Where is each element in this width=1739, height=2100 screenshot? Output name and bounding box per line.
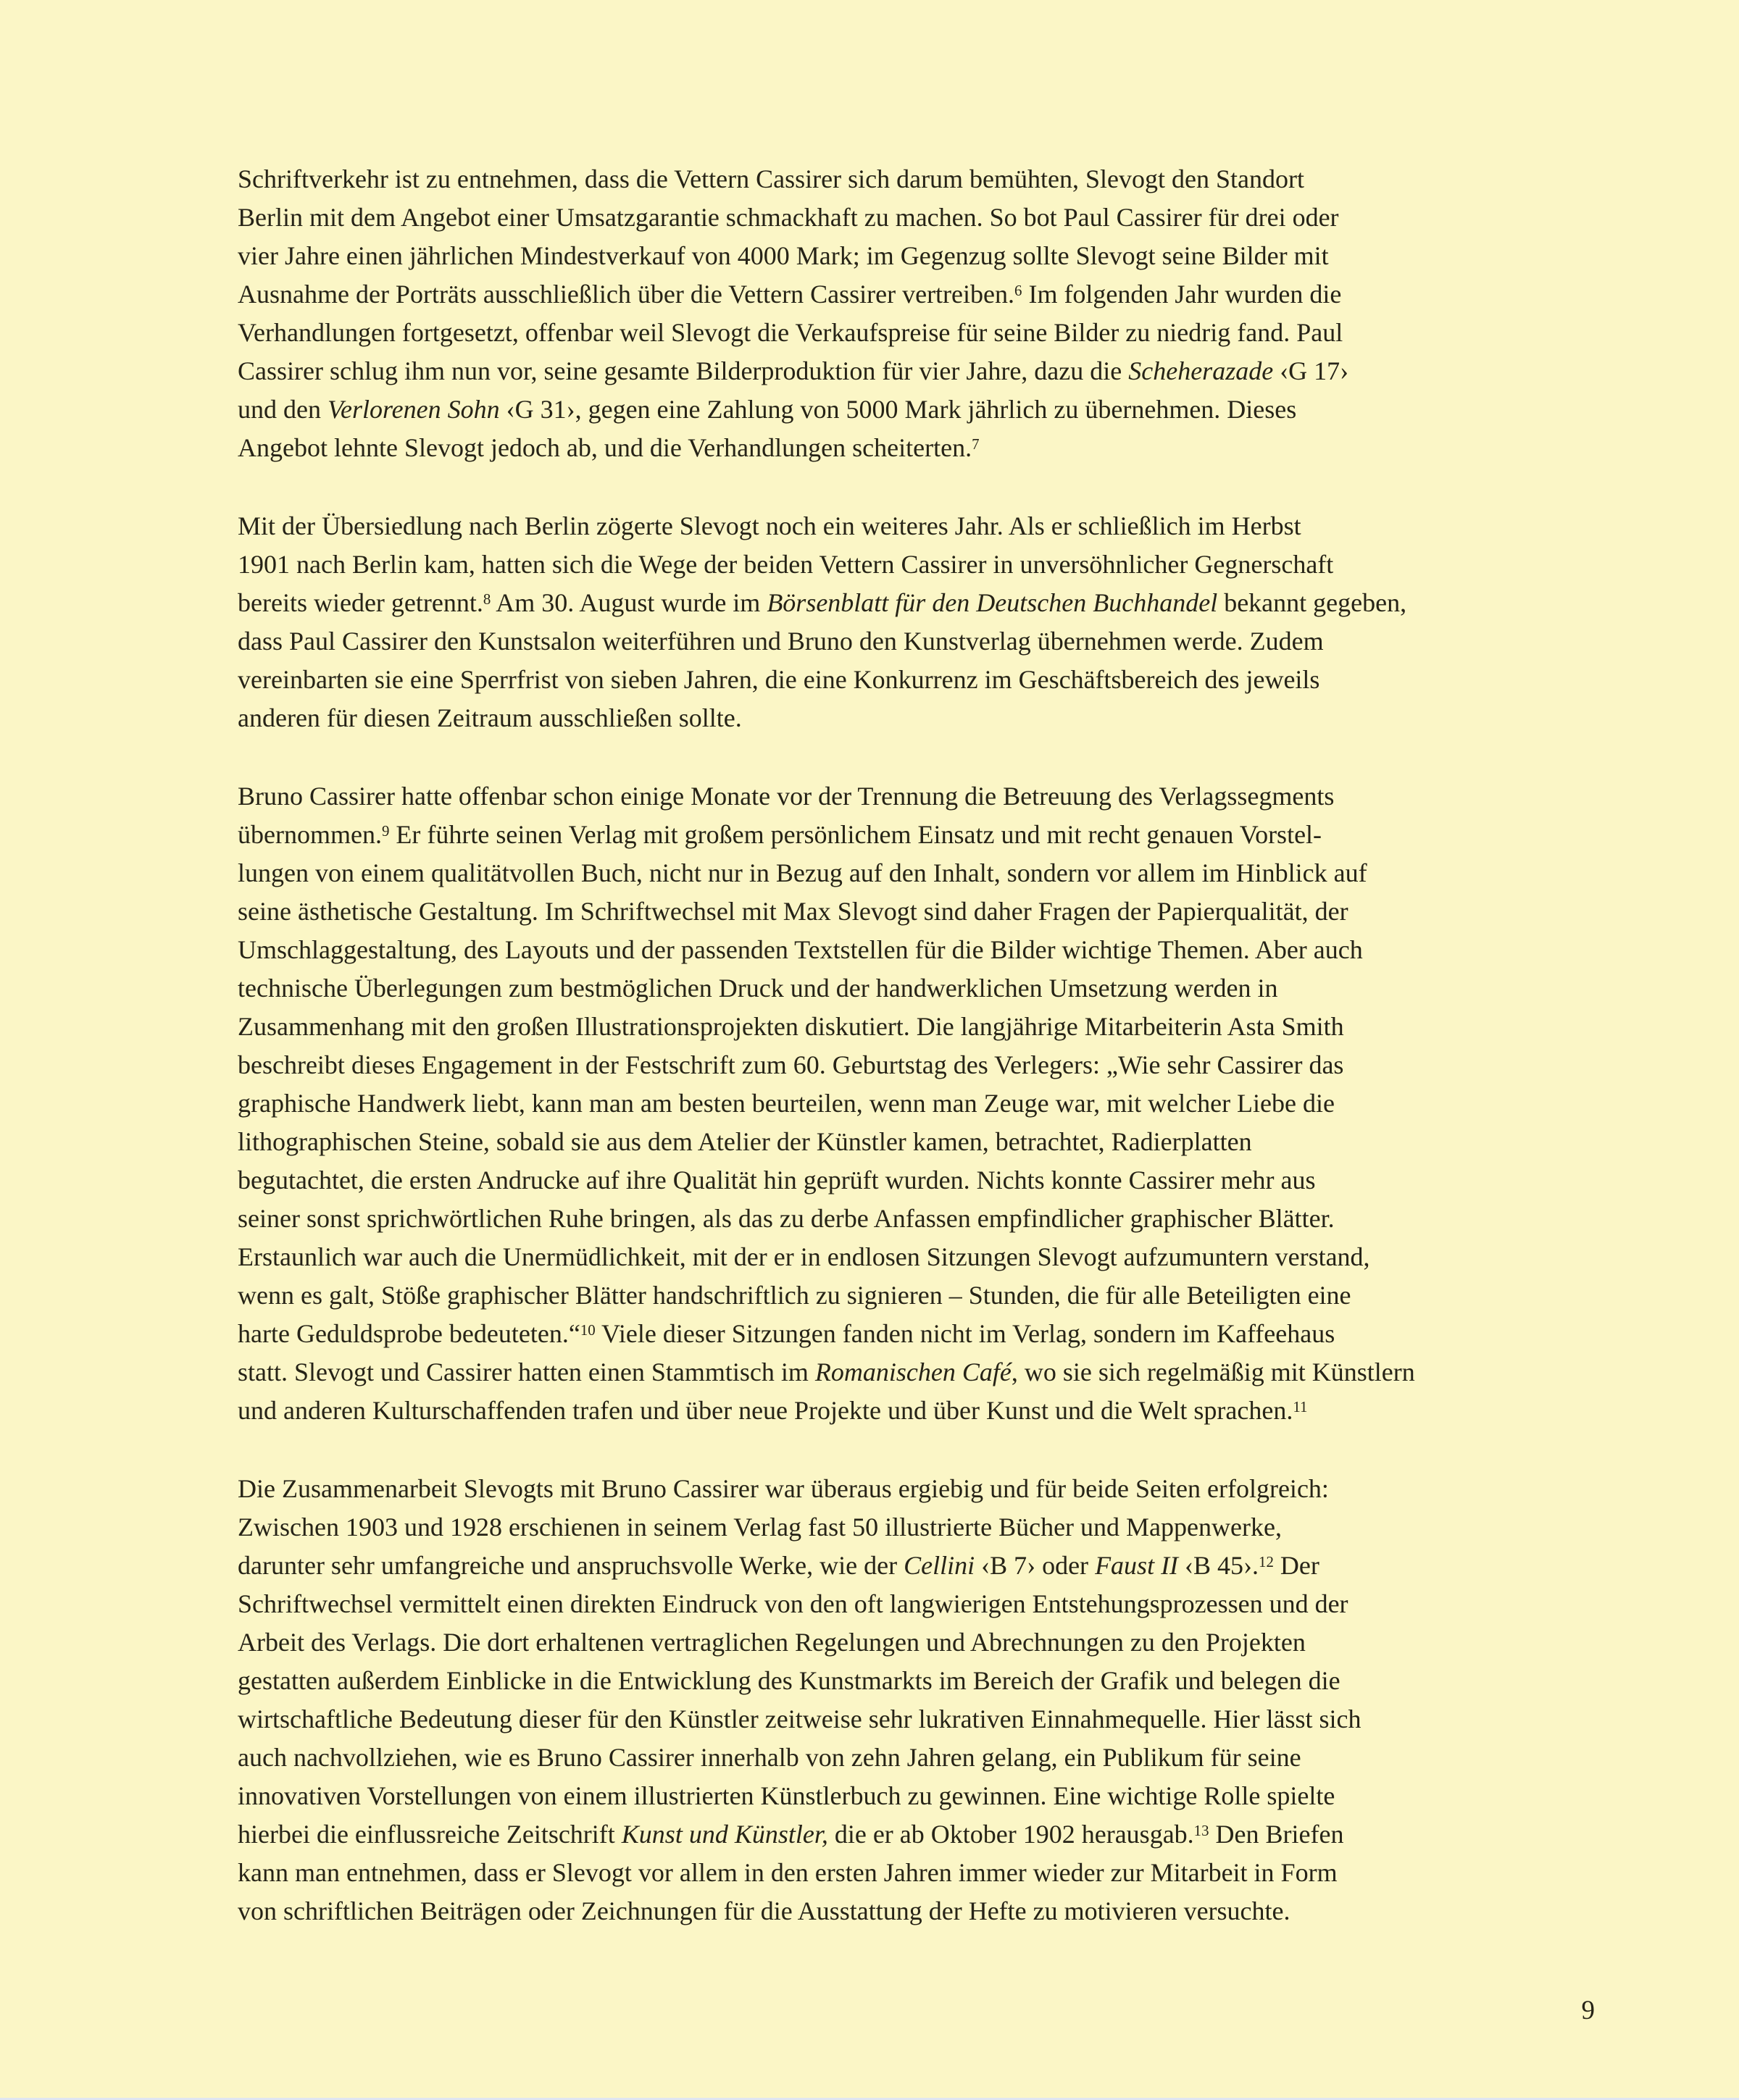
text-line: seine ästhetische Gestaltung. Im Schriftwechsel mit Max Slevogt sind daher Fragen der Papierqualität, der xyxy=(238,897,1348,926)
text-line: Schriftverkehr ist zu entnehmen, dass die Vettern Cassirer sich darum bemühten, Slevogt den Standort xyxy=(238,164,1304,193)
text-line: gestatten außerdem Einblicke in die Entwicklung des Kunstmarkts im Bereich der Grafik und belegen die xyxy=(238,1666,1340,1695)
text-line: beschreibt dieses Engagement in der Festschrift zum 60. Geburtstag des Verlegers: „Wie sehr Cassirer das xyxy=(238,1050,1344,1079)
text-line: Angebot lehnte Slevogt jedoch ab, und die Verhandlungen scheiterten.$^7$ xyxy=(238,433,980,462)
text-line: Bruno Cassirer hatte offenbar schon einige Monate vor der Trennung die Betreuung des Verlagssegments xyxy=(238,782,1335,811)
text-line: begutachtet, die ersten Andrucke auf ihre Qualität hin geprüft wurden. Nichts konnte Cassirer mehr aus xyxy=(238,1166,1316,1195)
footnote-reference: 10 xyxy=(580,1321,596,1339)
text-line: anderen für diesen Zeitraum ausschließen sollte. xyxy=(238,703,742,732)
text-line: auch nachvollziehen, wie es Bruno Cassirer innerhalb von zehn Jahren gelang, ein Publikum für seine xyxy=(238,1743,1301,1772)
paragraph xyxy=(238,777,1535,1430)
footnote-reference: 7 xyxy=(972,435,980,453)
text-line: Mit der Übersiedlung nach Berlin zögerte Slevogt noch ein weiteres Jahr. Als er schließlich im Herbst xyxy=(238,511,1301,540)
text-line: Arbeit des Verlags. Die dort erhaltenen vertraglichen Regelungen und Abrechnungen zu den Projekten xyxy=(238,1628,1306,1657)
text-line: Zusammenhang mit den großen Illustrationsprojekten diskutiert. Die langjährige Mitarbeiterin Asta Smith xyxy=(238,1012,1344,1041)
text-line: wirtschaftliche Bedeutung dieser für den Künstler zeitweise sehr lukrativen Einnahmequelle. Hier lässt sich xyxy=(238,1704,1361,1733)
text-line: seiner sonst sprichwörtlichen Ruhe bringen, als das zu derbe Anfassen empfindlicher graphischer Blätter. xyxy=(238,1204,1335,1233)
text-line: lithographischen Steine, sobald sie aus dem Atelier der Künstler kamen, betrachtet, Radierplatten xyxy=(238,1127,1252,1156)
paragraph xyxy=(238,160,1535,467)
footnote-reference: 12 xyxy=(1259,1552,1274,1570)
page-number: 9 xyxy=(1581,1996,1595,2025)
footnote-reference: 8 xyxy=(483,590,491,608)
text-line: graphische Handwerk liebt, kann man am besten beurteilen, wenn man Zeuge war, mit welcher Liebe die xyxy=(238,1089,1335,1118)
text-line: hierbei die einflussreiche Zeitschrift Kunst und Künstler, die er ab Oktober 1902 herausgab.$^{13}$ Den Briefen xyxy=(238,1820,1344,1849)
text-line: von schriftlichen Beiträgen oder Zeichnungen für die Ausstattung der Hefte zu motivieren versuchte. xyxy=(238,1896,1290,1925)
text-line: Erstaunlich war auch die Unermüdlichkeit, mit der er in endlosen Sitzungen Slevogt aufzumuntern verstand, xyxy=(238,1242,1370,1271)
footnote-reference: 6 xyxy=(1014,281,1022,299)
text-line: übernommen.$^9$ Er führte seinen Verlag mit großem persönlichem Einsatz und mit recht genauen Vorstel- xyxy=(238,820,1322,849)
footnote-reference: 9 xyxy=(381,821,390,840)
text-line: bereits wieder getrennt.$^8$ Am 30. August wurde im Börsenblatt für den Deutschen Buchhandel bekannt gegeben, xyxy=(238,588,1407,617)
text-line: und anderen Kulturschaffenden trafen und über neue Projekte und über Kunst und die Welt sprachen.$^{11}$ xyxy=(238,1396,1308,1425)
text-line: Schriftwechsel vermittelt einen direkten Eindruck von den oft langwierigen Entstehungsprozessen und der xyxy=(238,1589,1348,1618)
text-line: Ausnahme der Porträts ausschließlich über die Vettern Cassirer vertreiben.$^6$ Im folgenden Jahr wurden die xyxy=(238,280,1342,309)
footnote-reference: 11 xyxy=(1293,1397,1308,1415)
text-line: und den Verlorenen Sohn ‹G 31›, gegen eine Zahlung von 5000 Mark jährlich zu übernehmen. Dieses xyxy=(238,395,1297,424)
text-line: Umschlaggestaltung, des Layouts und der passenden Textstellen für die Bilder wichtige Themen. Aber auch xyxy=(238,935,1363,964)
footnote-reference: 13 xyxy=(1193,1821,1209,1839)
text-line: technische Überlegungen zum bestmöglichen Druck und der handwerklichen Umsetzung werden in xyxy=(238,974,1278,1003)
text-line: vier Jahre einen jährlichen Mindestverkauf von 4000 Mark; im Gegenzug sollte Slevogt seine Bilder mit xyxy=(238,241,1329,270)
text-line: Cassirer schlug ihm nun vor, seine gesamte Bilderproduktion für vier Jahre, dazu die Scheherazade ‹G 17› xyxy=(238,356,1349,385)
text-line: Die Zusammenarbeit Slevogts mit Bruno Cassirer war überaus ergiebig und für beide Seiten erfolgreich: xyxy=(238,1474,1329,1503)
text-line: vereinbarten sie eine Sperrfrist von sieben Jahren, die eine Konkurrenz im Geschäftsbereich des jeweils xyxy=(238,665,1320,694)
text-line: wenn es galt, Stöße graphischer Blätter handschriftlich zu signieren – Stunden, die für alle Beteiligten eine xyxy=(238,1281,1351,1310)
text-block xyxy=(238,160,1535,1930)
text-line: Zwischen 1903 und 1928 erschienen in seinem Verlag fast 50 illustrierte Bücher und Mappenwerke, xyxy=(238,1513,1282,1541)
text-line: Verhandlungen fortgesetzt, offenbar weil Slevogt die Verkaufspreise für seine Bilder zu niedrig fand. Paul xyxy=(238,318,1343,347)
text-line: lungen von einem qualitätvollen Buch, nicht nur in Bezug auf den Inhalt, sondern vor allem im Hinblick auf xyxy=(238,858,1367,887)
text-line: 1901 nach Berlin kam, hatten sich die Wege der beiden Vettern Cassirer in unversöhnlicher Gegnerschaft xyxy=(238,550,1334,579)
paragraph xyxy=(238,1470,1535,1930)
text-line: Berlin mit dem Angebot einer Umsatzgarantie schmackhaft zu machen. So bot Paul Cassirer für drei oder xyxy=(238,203,1339,232)
paragraph xyxy=(238,507,1535,737)
text-line: harte Geduldsprobe bedeuteten.“$^{10}$ Viele dieser Sitzungen fanden nicht im Verlag, sondern im Kaffeehaus xyxy=(238,1319,1335,1348)
text-line: dass Paul Cassirer den Kunstsalon weiterführen und Bruno den Kunstverlag übernehmen werde. Zudem xyxy=(238,627,1324,656)
text-line: statt. Slevogt und Cassirer hatten einen Stammtisch im Romanischen Café, wo sie sich regelmäßig mit Künstlern xyxy=(238,1358,1415,1386)
text-line: darunter sehr umfangreiche und anspruchsvolle Werke, wie der Cellini ‹B 7› oder Faust II ‹B 45›.$^{12}$ Der xyxy=(238,1551,1319,1580)
text-line: innovativen Vorstellungen von einem illustrierten Künstlerbuch zu gewinnen. Eine wichtige Rolle spielte xyxy=(238,1781,1335,1810)
text-line: kann man entnehmen, dass er Slevogt vor allem in den ersten Jahren immer wieder zur Mitarbeit in Form xyxy=(238,1858,1338,1887)
